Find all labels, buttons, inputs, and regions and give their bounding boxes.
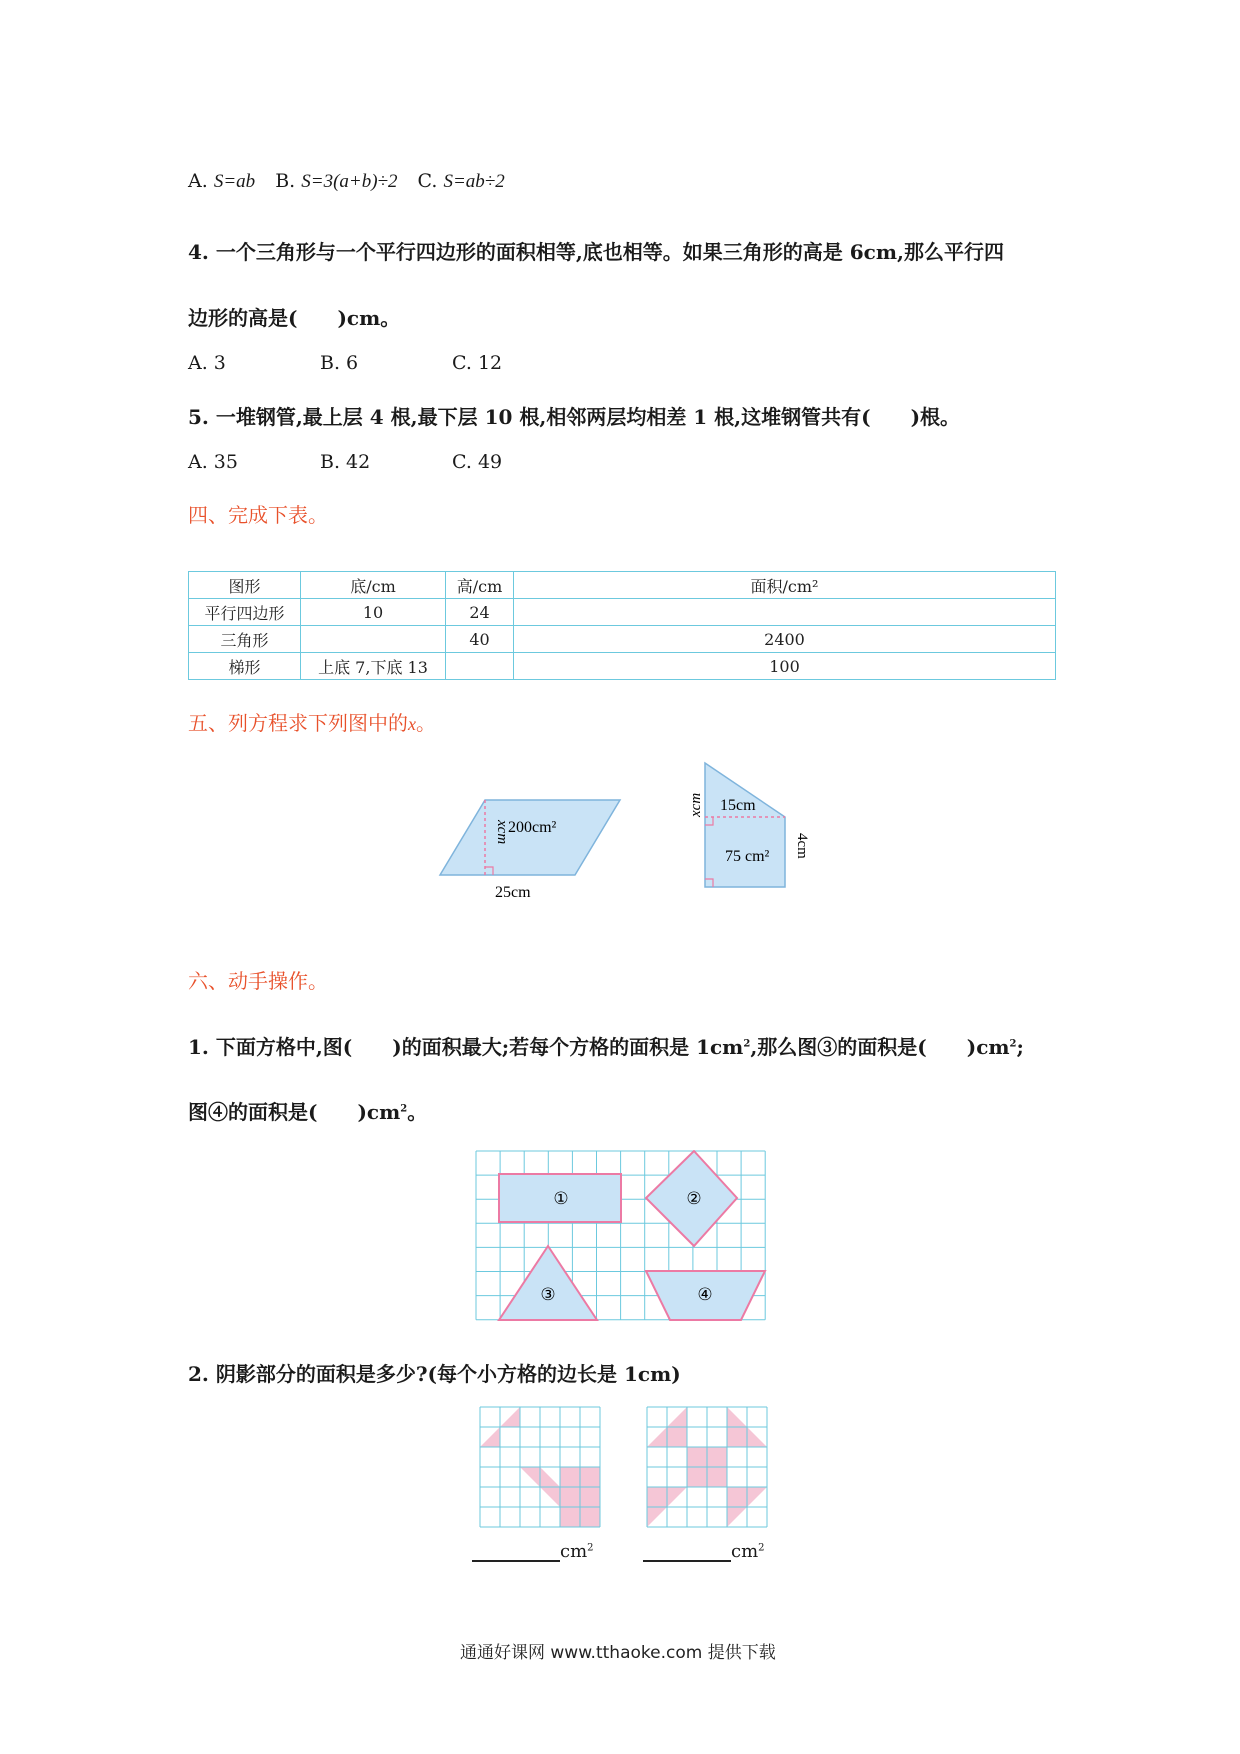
table-header: 面积/cm² — [514, 572, 1056, 599]
table-header: 底/cm — [301, 572, 446, 599]
table-cell: 40 — [446, 626, 514, 653]
trapezoid-height-label: xcm — [688, 792, 704, 817]
sup-2: 2 — [1009, 1038, 1017, 1050]
unit-label: cm — [731, 1541, 759, 1562]
q6-1-text-d: 图④的面积是( )cm — [188, 1100, 401, 1124]
q5-option-a: A. 35 — [188, 451, 238, 473]
answer-blank[interactable] — [643, 1540, 731, 1562]
table-cell: 上底 7,下底 13 — [301, 653, 446, 680]
table-cell: 平行四边形 — [189, 599, 301, 626]
q4-option-c: C. 12 — [452, 352, 503, 374]
section5-title-end: 。 — [416, 711, 436, 735]
section5-title — [188, 707, 436, 736]
q4-option-b: B. 6 — [320, 352, 359, 374]
table-cell — [446, 653, 514, 680]
footer-text: 通通好课网 www.tthaoke.com 提供下载 — [460, 1643, 776, 1663]
table-cell: 10 — [301, 599, 446, 626]
label-2: ② — [686, 1189, 702, 1209]
parallelogram-height-label: xcm — [494, 820, 510, 845]
table-cell: 24 — [446, 599, 514, 626]
answer-right — [643, 1540, 765, 1562]
q5-option-c: C. 49 — [452, 451, 503, 473]
table-header: 图形 — [189, 572, 301, 599]
answer-left — [472, 1540, 594, 1562]
q6-1-text-e: 。 — [407, 1100, 428, 1124]
sup-2: 2 — [587, 1542, 594, 1554]
q6-1-line2 — [188, 1096, 427, 1125]
q6-1-text-a: 1. 下面方格中,图( )的面积最大;若每个方格的面积是 1cm — [188, 1035, 744, 1059]
shaded-grid-left — [478, 1405, 602, 1529]
trapezoid-top-label: 15cm — [720, 797, 756, 814]
option-b-label: B. — [275, 170, 296, 192]
trapezoid-figure — [680, 755, 820, 895]
area-table — [188, 571, 1056, 680]
option-c-label: C. — [417, 170, 438, 192]
table-cell: 100 — [514, 653, 1056, 680]
trapezoid-area-label: 75 cm² — [725, 848, 770, 865]
label-1: ① — [553, 1189, 569, 1209]
option-a-formula: S=ab — [213, 171, 256, 192]
section6-title: 六、动手操作。 — [188, 969, 328, 993]
unit-label: cm — [560, 1541, 588, 1562]
trapezoid-shape — [705, 763, 785, 887]
table-header: 高/cm — [446, 572, 514, 599]
section5-var: x — [408, 714, 416, 734]
table-cell: 三角形 — [189, 626, 301, 653]
option-c-formula: S=ab÷2 — [443, 171, 505, 192]
section5-title-text: 五、列方程求下列图中的 — [188, 711, 408, 735]
table-cell — [301, 626, 446, 653]
table-cell: 梯形 — [189, 653, 301, 680]
q4-line2: 边形的高是( )cm。 — [188, 306, 401, 330]
sup-2: 2 — [400, 1103, 408, 1115]
q5-option-b: B. 42 — [320, 451, 371, 473]
q3-options — [188, 170, 505, 193]
parallelogram-figure — [430, 790, 630, 900]
q6-1-text-c: ; — [1016, 1035, 1024, 1059]
label-3: ③ — [540, 1285, 556, 1305]
answer-blank[interactable] — [472, 1540, 560, 1562]
shaded-region — [480, 1427, 500, 1447]
q5-text: 5. 一堆钢管,最上层 4 根,最下层 10 根,相邻两层均相差 1 根,这堆钢管共有( )根。 — [188, 405, 961, 429]
q4-option-a: A. 3 — [188, 352, 226, 374]
q6-2-text: 2. 阴影部分的面积是多少?(每个小方格的边长是 1cm) — [188, 1362, 681, 1386]
parallelogram-base-label: 25cm — [495, 884, 531, 900]
table-cell: 2400 — [514, 626, 1056, 653]
q6-1-line1 — [188, 1031, 1024, 1060]
table-cell — [514, 599, 1056, 626]
label-4: ④ — [697, 1285, 713, 1305]
q4-line1: 4. 一个三角形与一个平行四边形的面积相等,底也相等。如果三角形的高是 6cm,那么平行四 — [188, 240, 1004, 264]
table-row — [189, 653, 1056, 680]
option-a-label: A. — [188, 170, 208, 192]
table-header-row — [189, 572, 1056, 599]
parallelogram-area-label: 200cm² — [508, 819, 557, 836]
shaded-region — [500, 1407, 520, 1427]
sup-2: 2 — [743, 1038, 751, 1050]
trapezoid-right-label: 4cm — [794, 833, 810, 859]
table-row — [189, 626, 1056, 653]
parallelogram-shape — [440, 800, 620, 875]
section4-title: 四、完成下表。 — [188, 503, 328, 527]
q6-1-text-b: ,那么图③的面积是( )cm — [750, 1035, 1010, 1059]
shaded-grid-right — [645, 1405, 769, 1529]
shapes-grid — [475, 1150, 767, 1322]
option-b-formula: S=3(a+b)÷2 — [301, 171, 398, 192]
shape-3-triangle — [499, 1246, 597, 1320]
table-row — [189, 599, 1056, 626]
sup-2: 2 — [758, 1542, 765, 1554]
